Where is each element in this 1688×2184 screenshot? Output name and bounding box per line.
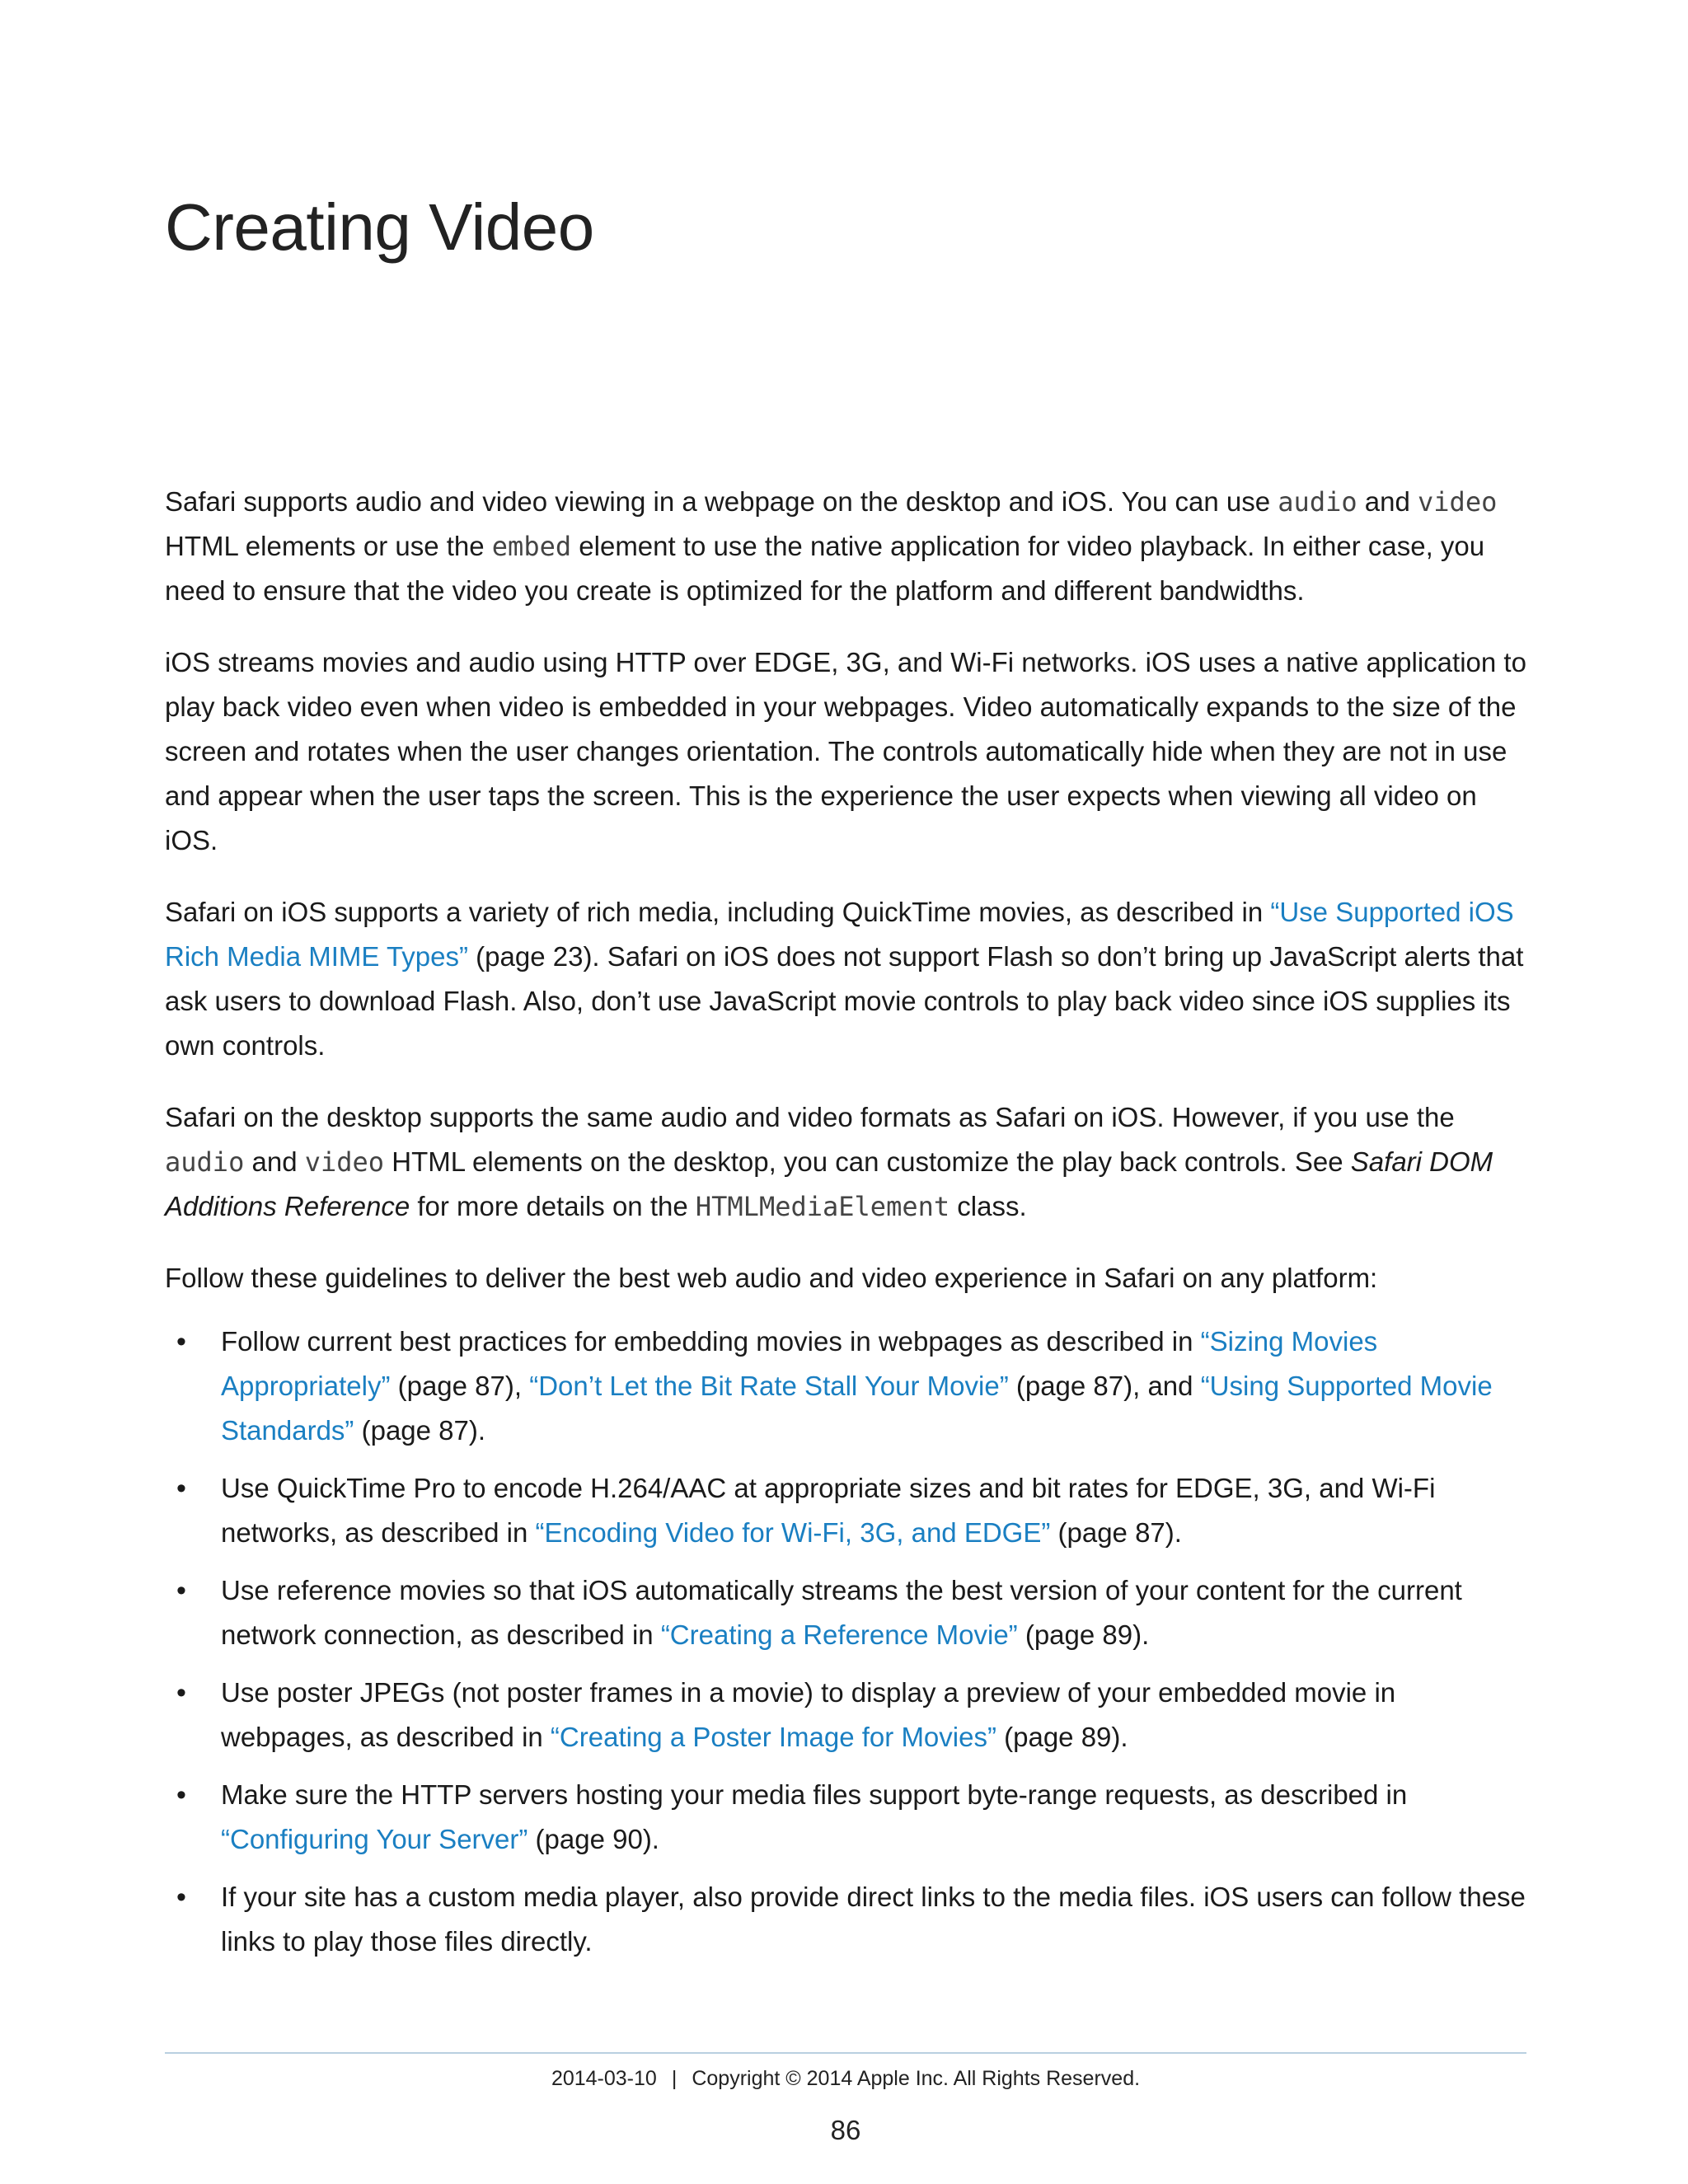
footer-divider	[165, 2052, 1526, 2054]
paragraph-guidelines-intro: Follow these guidelines to deliver the best web audio and video experience in Safari on any platform:	[165, 1263, 1378, 1293]
page-number: 86	[830, 2115, 861, 2145]
footer-date: 2014-03-10	[551, 2067, 657, 2090]
paragraph-intro	[165, 480, 1526, 613]
code-embed: embed	[491, 531, 572, 562]
code-audio: audio	[1278, 486, 1357, 518]
link-sizing-movies[interactable]: “Sizing Movies Appropriately”	[221, 1326, 1378, 1401]
page-title: Creating Video	[165, 190, 594, 264]
link-reference-movie[interactable]: “Creating a Reference Movie”	[660, 1619, 1018, 1650]
text: HTML elements or use the	[165, 531, 492, 561]
text: (page 87),	[390, 1371, 530, 1401]
bullet-icon: •	[176, 1575, 186, 1606]
text: Safari supports audio and video viewing in a webpage on the desktop and iOS. You can use	[165, 486, 1278, 517]
footer-copyright: Copyright © 2014 Apple Inc. All Rights Reserved.	[692, 2067, 1141, 2090]
code-video: video	[1418, 486, 1498, 518]
link-encoding-video[interactable]: “Encoding Video for Wi-Fi, 3G, and EDGE”	[535, 1517, 1051, 1548]
bullet-icon: •	[176, 1473, 186, 1504]
list-item	[165, 1466, 1526, 1555]
text: Safari on iOS supports a variety of rich media, including QuickTime movies, as described in	[165, 897, 1271, 927]
guidelines-list	[165, 1319, 1526, 1964]
paragraph-ios-streaming: iOS streams movies and audio using HTTP over EDGE, 3G, and Wi-Fi networks. iOS uses a native application to play back video even when video is embedded in your webpages. Video automatically expands to the size of the screen and rotates when the user changes orientation. The controls automatically hide when they are not in use and appear when the user taps the screen. This is the experience the user expects when viewing all video on iOS.	[165, 647, 1526, 855]
text: (page 89).	[1017, 1619, 1150, 1650]
bullet-icon: •	[176, 1677, 186, 1708]
text: Use QuickTime Pro to encode H.264/AAC at appropriate sizes and bit rates for EDGE, 3G, and Wi-Fi networks, as described in	[221, 1473, 1436, 1548]
text: (page 87), and	[1008, 1371, 1201, 1401]
link-poster-image[interactable]: “Creating a Poster Image for Movies”	[550, 1722, 996, 1752]
text: class.	[950, 1191, 1027, 1221]
code-audio: audio	[165, 1146, 245, 1178]
text: for more details on the	[410, 1191, 696, 1221]
link-movie-standards[interactable]: “Using Supported Movie Standards”	[221, 1371, 1493, 1446]
footer	[165, 2067, 1526, 2091]
text: (page 89).	[996, 1722, 1128, 1752]
body-content	[165, 480, 1526, 1977]
text: If your site has a custom media player, also provide direct links to the media files. iOS users can follow these links to play those files directly.	[221, 1882, 1526, 1957]
text: (page 87).	[1050, 1517, 1182, 1548]
bullet-icon: •	[176, 1326, 186, 1357]
text: and	[1357, 486, 1418, 517]
bullet-icon: •	[176, 1882, 186, 1913]
code-htmlmediaelement: HTMLMediaElement	[695, 1191, 950, 1222]
link-configuring-server[interactable]: “Configuring Your Server”	[221, 1824, 528, 1854]
text: (page 23). Safari on iOS does not support Flash so don’t bring up JavaScript alerts that ask users to download Flash. Also, don’t use JavaScript movie controls to play back video since iOS supplies its own controls.	[165, 941, 1524, 1061]
link-bit-rate[interactable]: “Don’t Let the Bit Rate Stall Your Movie”	[529, 1371, 1009, 1401]
list-item	[165, 1671, 1526, 1760]
list-item	[165, 1773, 1526, 1862]
text: HTML elements on the desktop, you can customize the play back controls. See	[384, 1146, 1351, 1177]
text: (page 87).	[354, 1415, 486, 1446]
list-item	[165, 1319, 1526, 1453]
footer-separator: |	[671, 2067, 678, 2090]
text: and	[244, 1146, 305, 1177]
paragraph-rich-media	[165, 890, 1526, 1068]
paragraph-desktop	[165, 1095, 1526, 1229]
list-item	[165, 1568, 1526, 1657]
text: Make sure the HTTP servers hosting your media files support byte-range requests, as described in	[221, 1779, 1408, 1810]
text: Use poster JPEGs (not poster frames in a movie) to display a preview of your embedded movie in webpages, as described in	[221, 1677, 1396, 1752]
reference-title: Safari DOM Additions Reference	[165, 1146, 1493, 1221]
text: (page 90).	[528, 1824, 659, 1854]
list-item	[165, 1875, 1526, 1964]
text: Safari on the desktop supports the same audio and video formats as Safari on iOS. However, if you use the	[165, 1102, 1455, 1132]
text: Use reference movies so that iOS automatically streams the best version of your content for the current network connection, as described in	[221, 1575, 1462, 1650]
code-video: video	[304, 1146, 385, 1178]
link-mime-types[interactable]: “Use Supported iOS Rich Media MIME Types”	[165, 897, 1514, 972]
text: Follow current best practices for embedding movies in webpages as described in	[221, 1326, 1201, 1357]
text: element to use the native application for video playback. In either case, you need to ensure that the video you create is optimized for the platform and different bandwidths.	[165, 531, 1485, 606]
bullet-icon: •	[176, 1779, 186, 1811]
